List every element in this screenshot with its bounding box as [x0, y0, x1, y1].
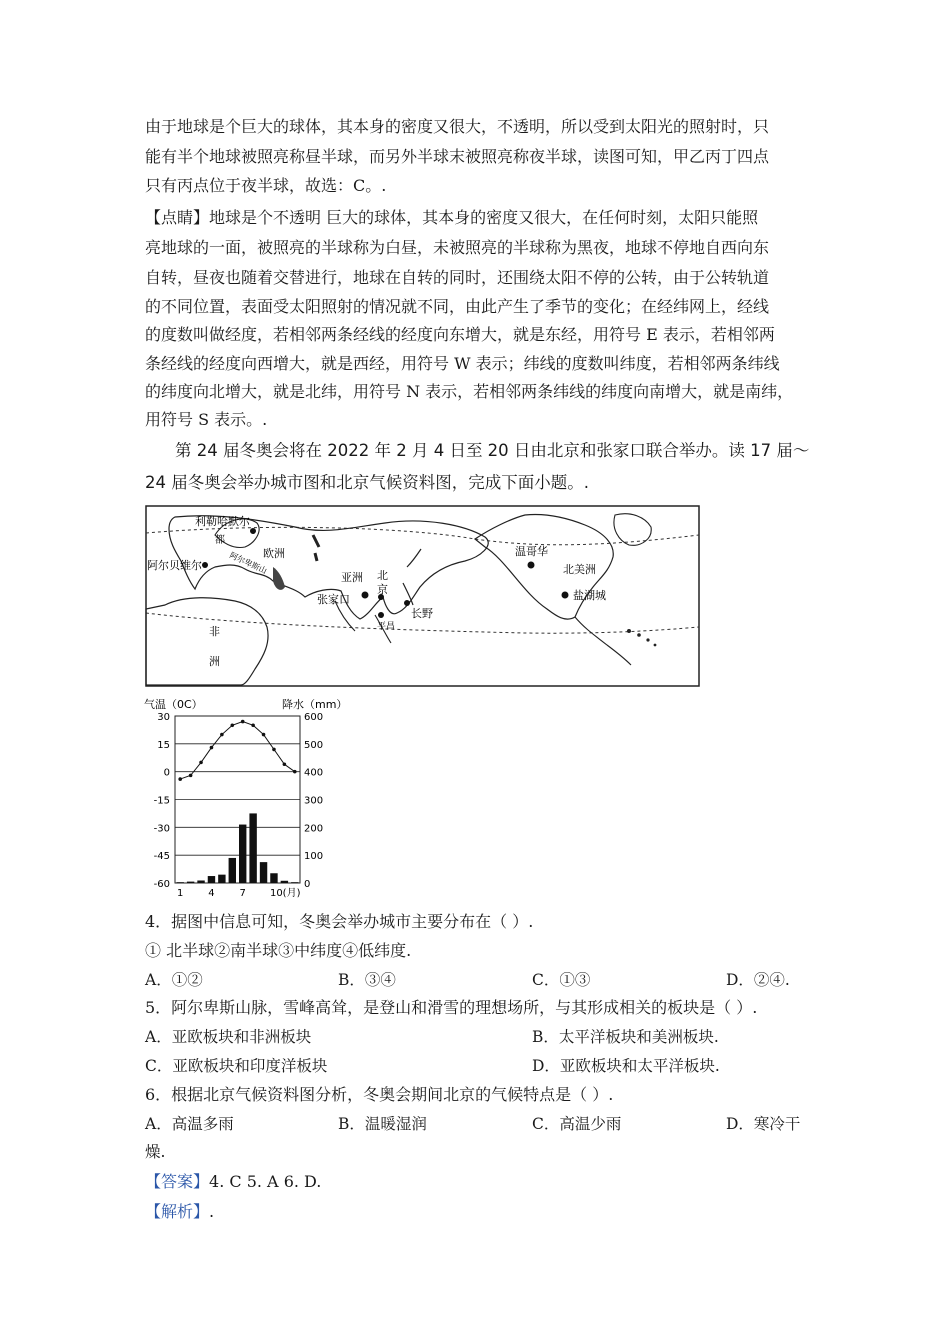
- answer-tag: 【答案】: [145, 1172, 210, 1191]
- precip-bar-m8: [249, 813, 256, 883]
- map-label-north-america: 北美洲: [563, 563, 596, 576]
- map-label-pingchang: 平昌: [377, 622, 396, 632]
- beijing-climate-chart: [140, 696, 360, 901]
- dianjing-tag: 【点睛】: [145, 208, 210, 227]
- temp-point-m6: [230, 723, 234, 727]
- temp-tick-label: -60: [153, 879, 170, 890]
- temp-point-m4: [210, 746, 214, 750]
- precip-bar-m2: [187, 882, 194, 883]
- precip-tick-label: 600: [304, 712, 324, 723]
- q4-option-b[interactable]: B．③④: [338, 971, 396, 989]
- precip-tick-label: 400: [304, 767, 324, 779]
- precip-bar-m1: [177, 882, 184, 883]
- q6-option-d[interactable]: D．寒冷干: [726, 1115, 801, 1133]
- precip-axis-label: 降水（mm）: [282, 698, 348, 711]
- q4-option-d[interactable]: D．②④.: [726, 971, 790, 989]
- q6-option-a[interactable]: A．高温多雨: [145, 1115, 234, 1133]
- map-label-europe: 欧洲: [263, 547, 285, 560]
- analysis-text: .: [209, 1202, 215, 1221]
- map-label-beijing-2: 京: [377, 583, 388, 596]
- answer-text: 4. C 5. A 6. D.: [209, 1172, 322, 1191]
- map-label-zhangjiakou: 张家口: [317, 593, 350, 606]
- q6-option-d-wrap: 燥.: [145, 1143, 166, 1161]
- temp-point-m11: [283, 762, 287, 766]
- temp-tick-label: -45: [153, 851, 170, 863]
- temp-point-m7: [241, 720, 245, 724]
- para1-line-2: 能有半个地球被照亮称昼半球，而另外半球末被照亮称夜半球，读图可知，甲乙丙丁四点: [145, 147, 770, 166]
- temp-point-m10: [272, 748, 276, 752]
- q5-option-b[interactable]: B．太平洋板块和美洲板块.: [532, 1028, 719, 1046]
- q5-option-c[interactable]: C．亚欧板块和印度洋板块: [145, 1057, 328, 1075]
- precip-tick-label: 0: [304, 879, 311, 890]
- temp-tick-label: -30: [153, 823, 170, 835]
- temp-tick-label: -15: [153, 795, 170, 807]
- temp-point-m5: [220, 733, 224, 737]
- precip-tick-label: 500: [304, 739, 324, 751]
- dianjing-line-8: 用符号 S 表示。.: [145, 410, 268, 429]
- map-label-salt-lake: 盐湖城: [573, 589, 606, 602]
- temp-tick-label: 30: [157, 712, 170, 723]
- q5-option-a[interactable]: A．亚欧板块和非洲板块: [145, 1028, 312, 1046]
- x-tick-label: 7: [239, 888, 246, 899]
- temp-point-m1: [178, 777, 182, 781]
- precip-bar-m7: [239, 825, 246, 883]
- precip-bar-m5: [218, 875, 225, 883]
- q6-option-b[interactable]: B．温暖湿润: [338, 1115, 427, 1133]
- q4-option-a[interactable]: A．①②: [145, 971, 203, 989]
- olympic-cities-map: [145, 505, 705, 690]
- x-tick-label: 4: [208, 888, 215, 899]
- dianjing-line-2: 亮地球的一面，被照亮的半球称为白昼，未被照亮的半球称为黑夜，地球不停地自西向东: [145, 238, 770, 257]
- q4-option-c[interactable]: C．①③: [532, 971, 591, 989]
- intro-line-2: 24 届冬奥会举办城市图和北京气候资料图，完成下面小题。.: [145, 473, 589, 492]
- map-label-albertville: 阿尔贝维尔: [147, 559, 202, 572]
- map-label-du: 都: [215, 535, 225, 546]
- map-label-asia: 亚洲: [341, 571, 363, 584]
- precip-bar-m3: [197, 880, 204, 883]
- dianjing-line-7: 的纬度向北增大，就是北纬，用符号 N 表示，若相邻两条纬线的纬度向南增大，就是南纬，: [145, 382, 794, 401]
- para1-line-3: 只有丙点位于夜半球，故选：C。.: [145, 176, 387, 195]
- temp-point-m8: [251, 723, 255, 727]
- temp-axis-label: 气温（0C）: [144, 698, 203, 711]
- map-label-nagano: 长野: [411, 607, 433, 620]
- q6-stem: 6．根据北京气候资料图分析，冬奥会期间北京的气候特点是（ ）.: [145, 1085, 614, 1104]
- map-label-alps: 阿尔卑斯山: [228, 550, 269, 576]
- dianjing-line-3: 自转，昼夜也随着交替进行，地球在自转的同时，还围绕太阳不停的公转，由于公转轨道: [145, 268, 770, 287]
- para1-line-1: 由于地球是个巨大的球体，其本身的密度又很大，不透明，所以受到太阳光的照射时，只: [145, 117, 770, 136]
- answer-line: [145, 1172, 321, 1192]
- precip-tick-label: 100: [304, 851, 324, 863]
- precip-bar-m9: [260, 862, 267, 883]
- dianjing-line-6: 条经线的经度向西增大，就是西经，用符号 W 表示；纬线的度数叫纬度，若相邻两条纬线: [145, 354, 780, 373]
- q6-option-c[interactable]: C．高温少雨: [532, 1115, 622, 1133]
- map-label-africa-2: 洲: [209, 655, 220, 668]
- x-tick-label: 1: [177, 888, 184, 899]
- precip-tick-label: 200: [304, 823, 324, 835]
- map-label-africa-1: 非: [209, 625, 220, 638]
- analysis-line: [145, 1202, 214, 1222]
- q4-stem: 4．据图中信息可知，冬奥会举办城市主要分布在（ ）.: [145, 912, 534, 931]
- map-label-vancouver: 温哥华: [515, 545, 548, 558]
- dianjing-line-4: 的不同位置，表面受太阳照射的情况就不同，由此产生了季节的变化；在经纬网上，经线: [145, 297, 770, 316]
- dianjing-line-1: 【点睛】地球是个不透明 巨大的球体，其本身的密度又很大，在任何时刻，太阳只能照: [145, 208, 759, 227]
- x-tick-label: 10(月): [269, 888, 301, 899]
- precip-bar-m10: [270, 873, 277, 883]
- map-label-lillehammer: 利勒哈默尔: [195, 515, 250, 528]
- temp-tick-label: 0: [163, 767, 170, 779]
- map-label-beijing-1: 北: [377, 569, 388, 582]
- temp-point-m12: [293, 770, 297, 774]
- q5-stem: 5．阿尔卑斯山脉，雪峰高耸，是登山和滑雪的理想场所，与其形成相关的板块是（ ）.: [145, 998, 758, 1017]
- precip-tick-label: 300: [304, 795, 324, 807]
- precip-bar-m12: [291, 882, 298, 883]
- q4-sub: ① 北半球②南半球③中纬度④低纬度.: [145, 941, 412, 960]
- precip-bar-m6: [229, 858, 236, 883]
- temp-line: [180, 722, 295, 780]
- temp-tick-label: 15: [157, 739, 170, 751]
- temp-point-m3: [199, 761, 203, 765]
- temp-point-m9: [262, 733, 266, 737]
- precip-bar-m4: [208, 876, 215, 883]
- dianjing-line-5: 的度数叫做经度，若相邻两条经线的经度向东增大，就是东经，用符号 E 表示，若相邻两: [145, 325, 775, 344]
- intro-line-1: 第 24 届冬奥会将在 2022 年 2 月 4 日至 20 日由北京和张家口联合举办。读 17 届～: [175, 441, 810, 460]
- precip-bar-m11: [281, 881, 288, 883]
- q5-option-d[interactable]: D．亚欧板块和太平洋板块.: [532, 1057, 720, 1075]
- analysis-tag: 【解析】: [145, 1202, 210, 1221]
- temp-point-m2: [189, 774, 193, 778]
